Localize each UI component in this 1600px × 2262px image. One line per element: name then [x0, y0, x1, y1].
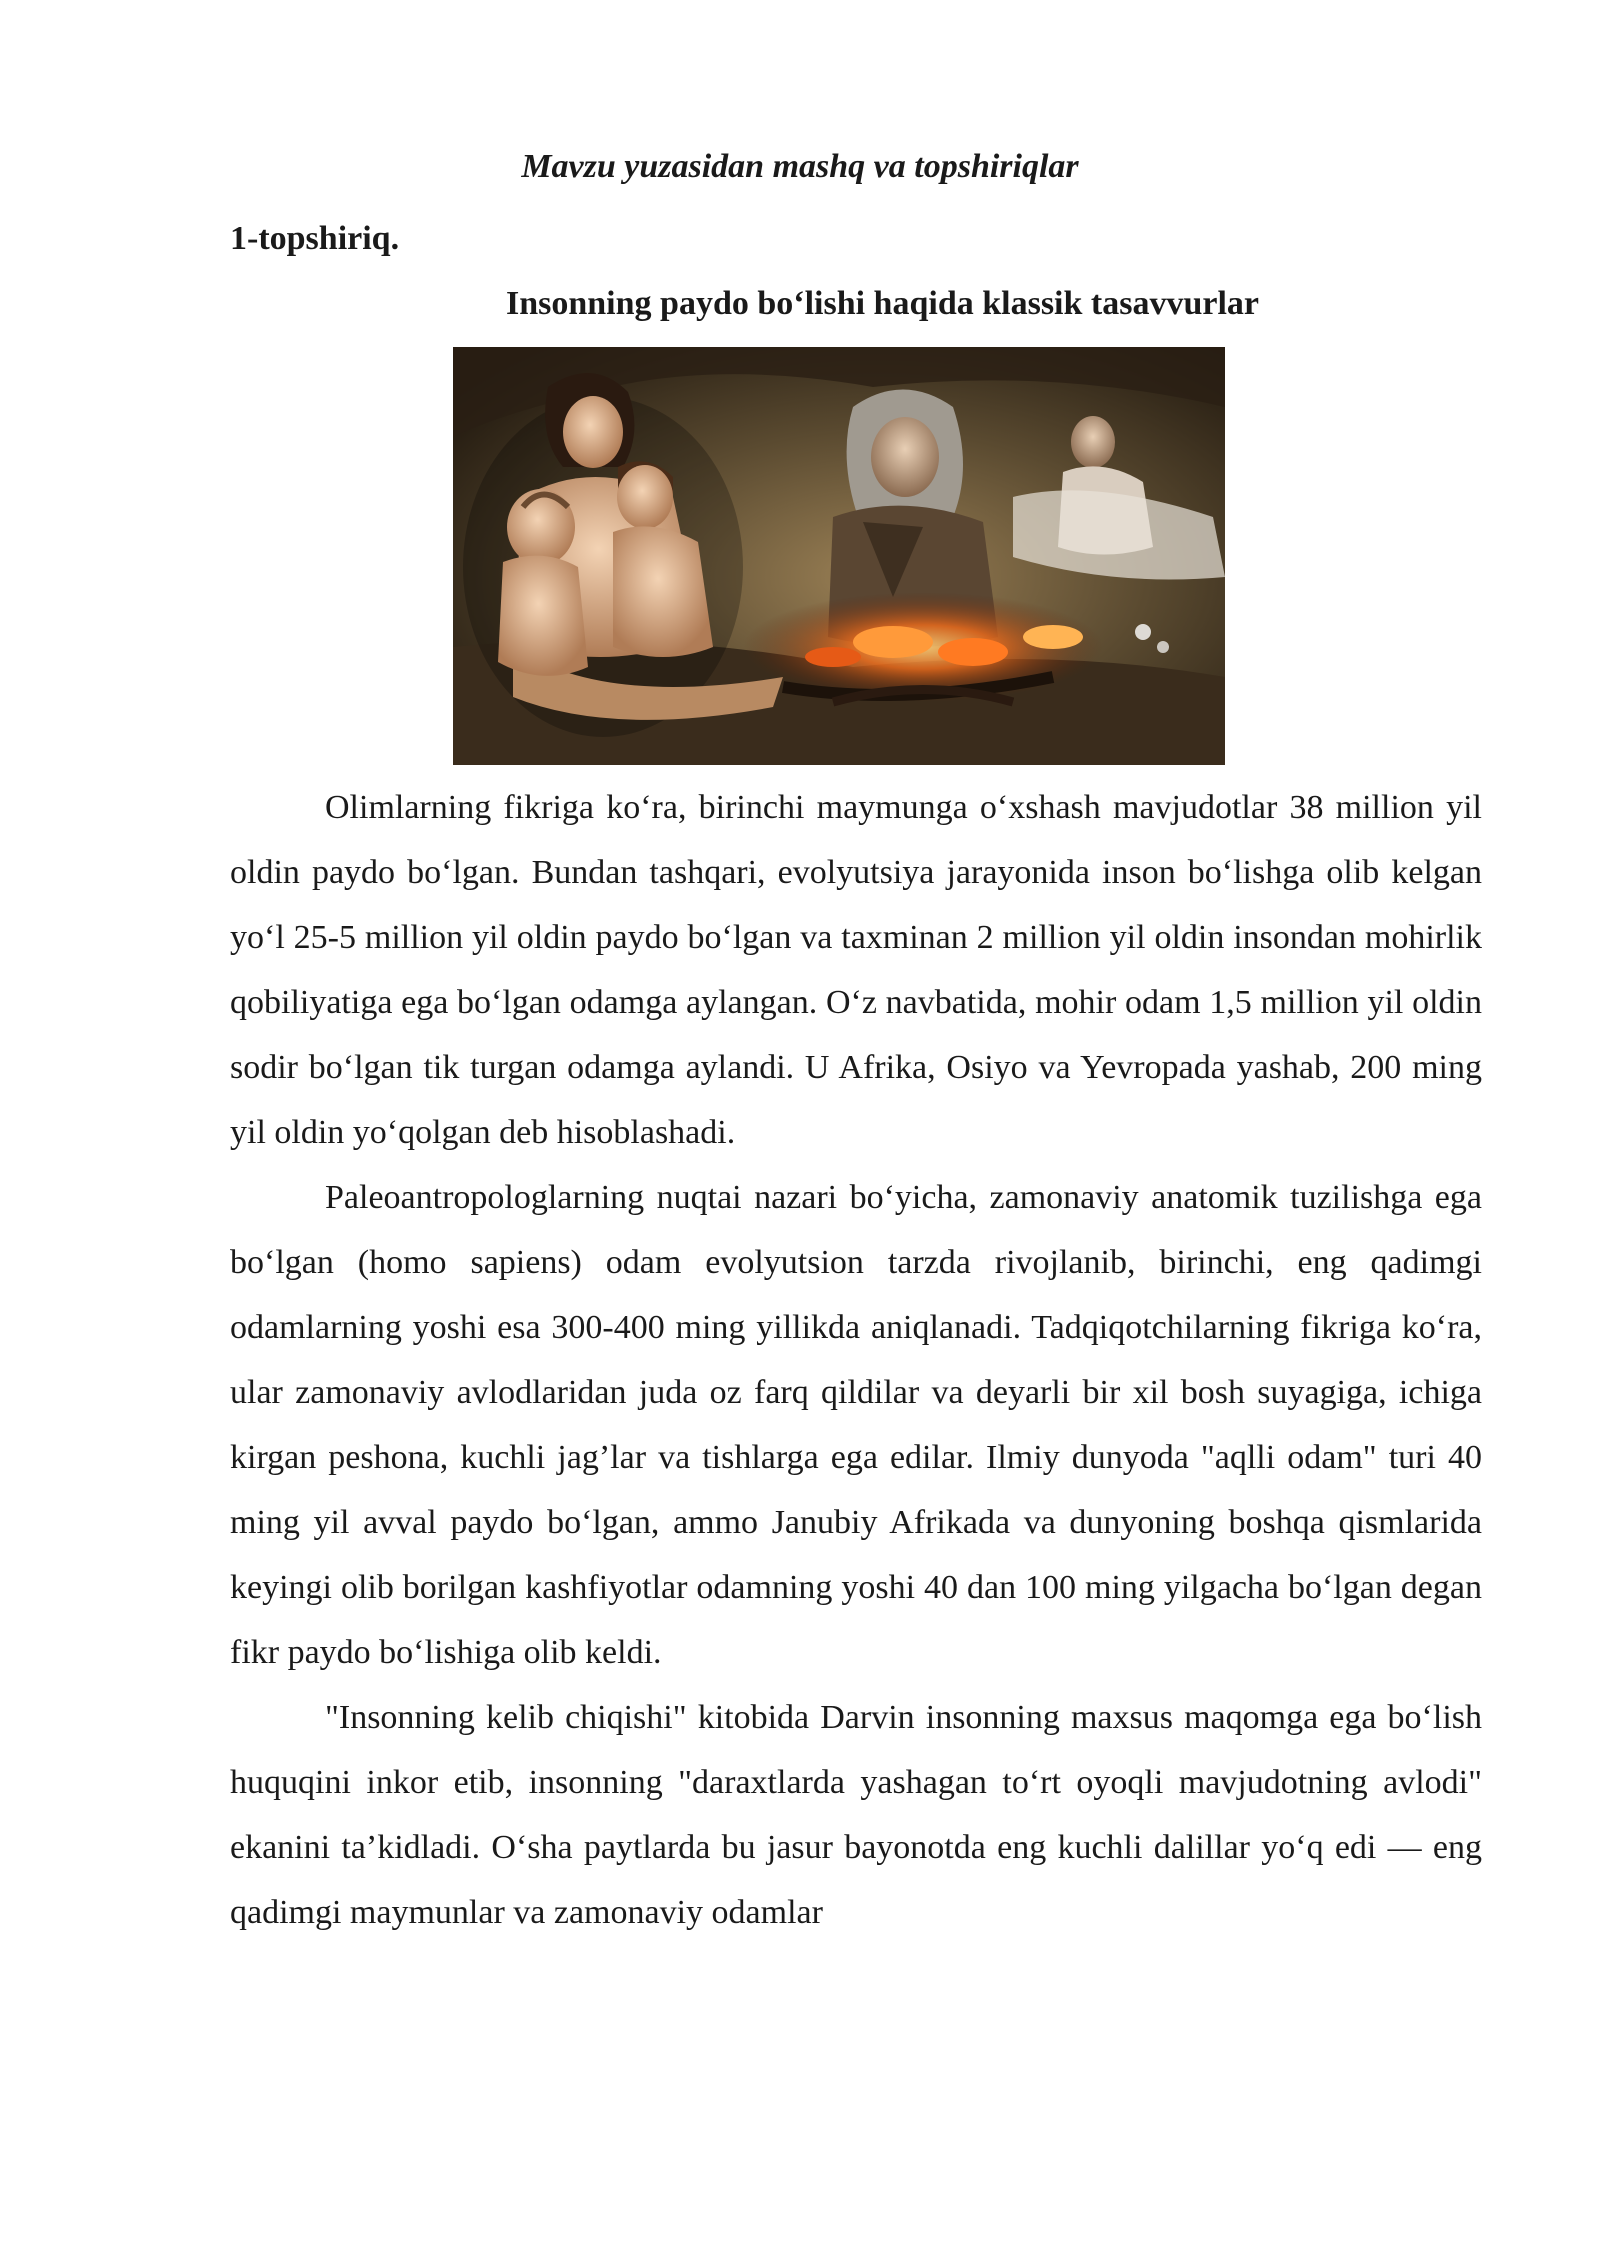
section-title: Insonning paydo bo‘lishi haqida klassik tasavvurlar — [505, 285, 1259, 322]
cave-family-illustration — [453, 347, 1225, 765]
cave-scene-image — [453, 347, 1225, 765]
exercise-heading: Mavzu yuzasidan mashq va topshiriqlar — [521, 148, 1079, 185]
paragraph-2: Paleoantropologlarning nuqtai nazari bo‘yicha, zamonaviy anatomik tuzilishga ega bo‘lgan (homo sapiens) odam evolyutsion tarzda rivojlanib, birinchi, eng qadimgi odamlarning yoshi esa 300-400 ming yillikda aniqlanadi. Tadqiqotchilarning fikriga ko‘ra, ular zamonaviy avlodlaridan juda oz farq qildilar va deyarli bir xil bosh suyagiga, ichiga kirgan peshona, kuchli jag’lar va tishlarga ega edilar. Ilmiy dunyoda "aqlli odam" turi 40 ming yil avval paydo bo‘lgan, ammo Janubiy Afrikada va dunyoning boshqa qismlarida keyingi olib borilgan kashfiyotlar odamning yoshi 40 dan 100 ming yilgacha bo‘lgan degan fikr paydo bo‘lishiga olib keldi. — [230, 1179, 1482, 1671]
paragraph-3: "Insonning kelib chiqishi" kitobida Darvin insonning maxsus maqomga ega bo‘lish huquqini inkor etib, insonning "daraxtlarda yashagan to‘rt oyoqli mavjudotning avlodi" ekanini ta’kidladi. O‘sha paytlarda bu jasur bayonotda eng kuchli dalillar yo‘q edi — eng qadimgi maymunlar va zamonaviy odamlar — [230, 1699, 1482, 1931]
body-text — [230, 775, 1482, 1945]
task-label: 1-topshiriq. — [230, 220, 400, 257]
paragraph-1: Olimlarning fikriga ko‘ra, birinchi maymunga o‘xshash mavjudotlar 38 million yil oldin paydo bo‘lgan. Bundan tashqari, evolyutsiya jarayonida inson bo‘lishga olib kelgan yo‘l 25-5 million yil oldin paydo bo‘lgan va taxminan 2 million yil oldin insondan mohirlik qobiliyatiga ega bo‘lgan odamga aylangan. O‘z navbatida, mohir odam 1,5 million yil oldin sodir bo‘lgan tik turgan odamga aylandi. U Afrika, Osiyo va Yevropada yashab, 200 ming yil oldin yo‘qolgan deb hisoblashadi. — [230, 789, 1482, 1151]
